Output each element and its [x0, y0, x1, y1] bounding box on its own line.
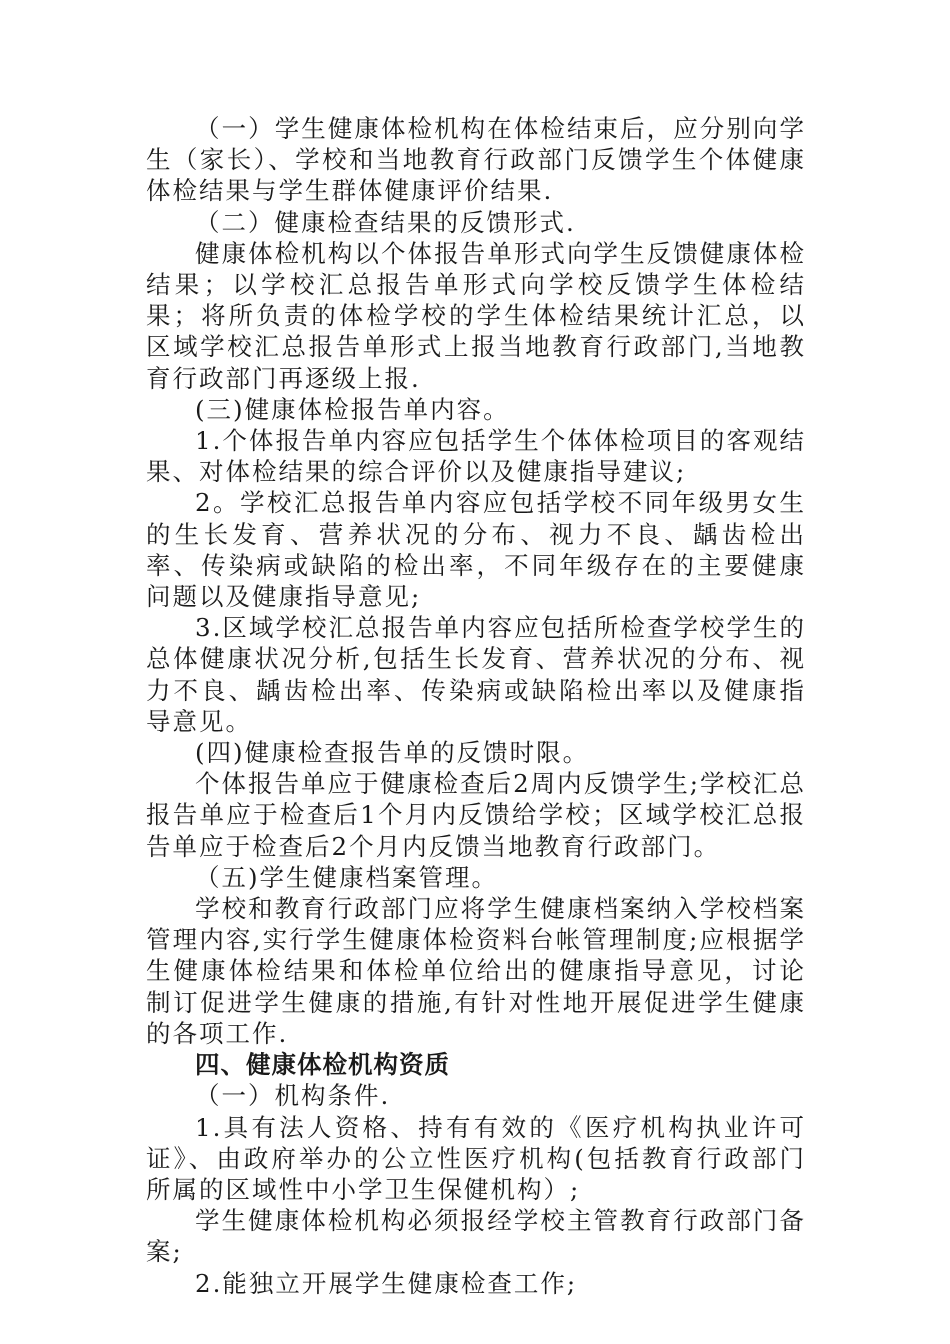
paragraph-regional-report: 3.区域学校汇总报告单内容应包括所检查学校学生的总体健康状况分析,包括生长发育、营养状况的分布、视力不良、龋齿检出率、传染病或缺陷检出率以及健康指导意见。: [146, 613, 806, 736]
subheading-institution-conditions: （一）机构条件.: [195, 1081, 391, 1111]
subheading-feedback-form: （二）健康检查结果的反馈形式.: [195, 207, 576, 237]
subheading-report-content: (三)健康体检报告单内容。: [195, 394, 510, 424]
paragraph-feedback-obligation: （一）学生健康体检机构在体检结束后，应分别向学生（家长）、学校和当地教育行政部门反馈学生个体健康体检结果与学生群体健康评价结果.: [146, 114, 806, 206]
paragraph-independent-work: 2.能独立开展学生健康检查工作;: [195, 1268, 578, 1298]
section-heading-qualifications: 四、健康体检机构资质: [195, 1050, 450, 1080]
paragraph-legal-entity: 1.具有法人资格、持有有效的《医疗机构执业许可证》、由政府举办的公立性医疗机构(包括教育行政部门所属的区域性中小学卫生保健机构）;: [146, 1112, 806, 1204]
paragraph-registration: 学生健康体检机构必须报经学校主管教育行政部门备案;: [146, 1206, 806, 1267]
paragraph-health-records: 学校和教育行政部门应将学生健康档案纳入学校档案管理内容,实行学生健康体检资料台帐管理制度;应根据学生健康体检结果和体检单位给出的健康指导意见，讨论制订促进学生健康的措施,有针对性地开展促进学生健康的各项工作.: [146, 894, 806, 1048]
paragraph-individual-report: 1.个体报告单内容应包括学生个体体检项目的客观结果、对体检结果的综合评价以及健康指导建议;: [146, 426, 806, 487]
paragraph-school-report: 2。学校汇总报告单内容应包括学校不同年级男女生的生长发育、营养状况的分布、视力不良、龋齿检出率、传染病或缺陷的检出率，不同年级存在的主要健康问题以及健康指导意见;: [146, 488, 806, 612]
subheading-health-records: （五)学生健康档案管理。: [195, 862, 499, 892]
subheading-feedback-deadline: (四)健康检查报告单的反馈时限。: [195, 738, 590, 768]
paragraph-feedback-deadline: 个体报告单应于健康检查后2周内反馈学生;学校汇总报告单应于检查后1个月内反馈给学校；区域学校汇总报告单应于检查后2个月内反馈当地教育行政部门。: [146, 769, 806, 861]
document-body: [146, 113, 806, 1299]
paragraph-feedback-form: 健康体检机构以个体报告单形式向学生反馈健康体检结果；以学校汇总报告单形式向学校反馈学生体检结果；将所负责的体检学校的学生体检结果统计汇总，以区域学校汇总报告单形式上报当地教育行政部门,当地教育行政部门再逐级上报.: [146, 238, 806, 393]
